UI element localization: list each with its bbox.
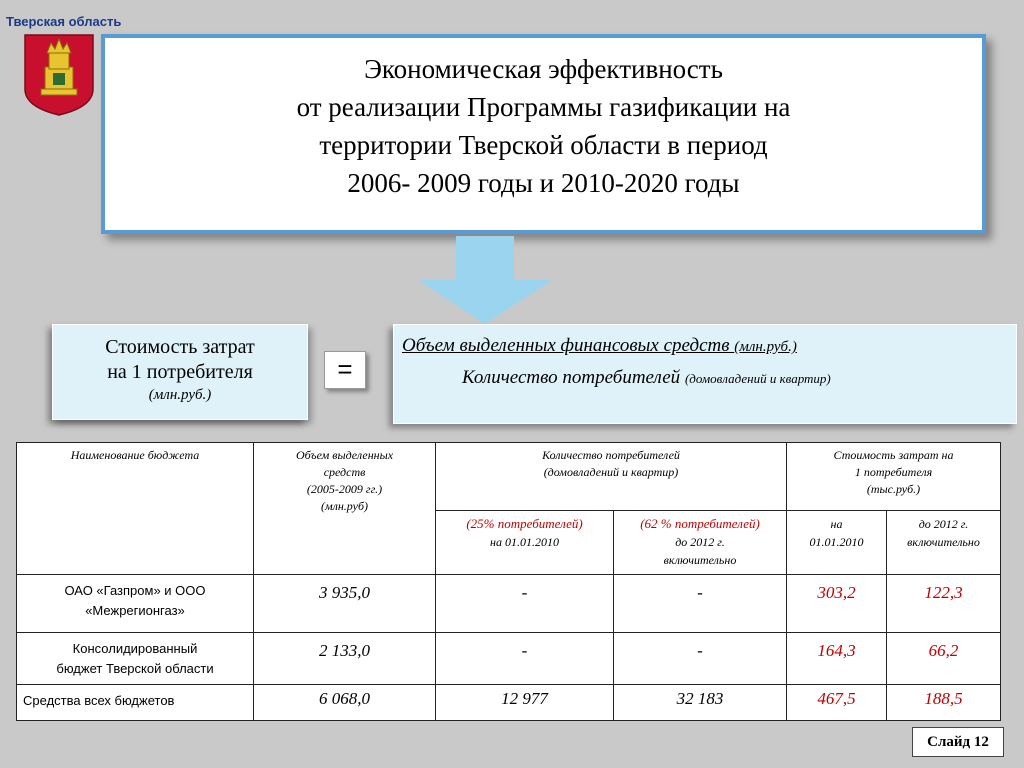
cell-cost-2010: 303,2 <box>787 575 887 633</box>
row-name: Средства всех бюджетов <box>17 685 254 721</box>
cell-allocated: 2 133,0 <box>254 633 436 685</box>
cell-consumers-62: - <box>614 575 787 633</box>
cell-cost-2012: 66,2 <box>887 633 1001 685</box>
subheader-25-percent: (25% потребителей) на 01.01.2010 <box>436 511 614 575</box>
cost-per-consumer-box <box>52 324 308 420</box>
subheader-cost-2012: до 2012 г. включительно <box>887 511 1001 575</box>
equals-sign: = <box>324 351 366 389</box>
header-budget-name: Наименование бюджета <box>17 443 254 575</box>
table-row <box>17 633 1001 685</box>
subheader-cost-2010: на 01.01.2010 <box>787 511 887 575</box>
cell-allocated: 6 068,0 <box>254 685 436 721</box>
header-cost-per-consumer: Стоимость затрат на 1 потребителя (тыс.руб.) <box>787 443 1001 511</box>
denominator-unit: (домовладений и квартир) <box>684 371 831 386</box>
slide-number: Слайд 12 <box>912 727 1004 757</box>
numerator-text: Объем выделенных финансовых средств <box>402 335 730 356</box>
cell-cost-2012: 188,5 <box>887 685 1001 721</box>
cell-cost-2010: 467,5 <box>787 685 887 721</box>
cost-label-line1: Стоимость затрат <box>105 336 255 358</box>
table-row <box>17 685 1001 721</box>
table-row <box>17 575 1001 633</box>
cost-unit: (млн.руб.) <box>148 387 212 403</box>
header-allocated-funds: Объем выделенных средств (2005-2009 гг.) (млн.руб) <box>254 443 436 575</box>
budget-table-wrapper <box>16 442 1000 720</box>
subheader-62-percent: (62 % потребителей) до 2012 г. включительно <box>614 511 787 575</box>
formula-denominator <box>462 367 831 389</box>
cell-consumers-25: - <box>436 575 614 633</box>
cell-consumers-25: - <box>436 633 614 685</box>
cost-label-line2: на 1 потребителя <box>107 361 253 383</box>
slide-title: Экономическая эффективность от реализации Программы газификации на территории Тверской области в период 2006- 2009 годы и 2010-2020 годы <box>296 54 791 198</box>
down-arrow-icon <box>418 236 552 324</box>
numerator-unit: (млн.руб.) <box>734 339 797 355</box>
cell-allocated: 3 935,0 <box>254 575 436 633</box>
header-consumers: Количество потребителей (домовладений и квартир) <box>436 443 787 511</box>
cell-consumers-25: 12 977 <box>436 685 614 721</box>
cell-consumers-62: - <box>614 633 787 685</box>
table-header-row <box>17 443 1001 511</box>
formula-box <box>393 324 1017 424</box>
title-box <box>101 34 986 234</box>
cell-cost-2012: 122,3 <box>887 575 1001 633</box>
cell-cost-2010: 164,3 <box>787 633 887 685</box>
cell-consumers-62: 32 183 <box>614 685 787 721</box>
row-name: Консолидированный бюджет Тверской области <box>17 633 254 685</box>
coat-of-arms-icon <box>23 33 95 117</box>
budget-table <box>16 442 1001 721</box>
formula-numerator <box>402 335 797 357</box>
row-name: ОАО «Газпром» и ООО «Межрегионгаз» <box>17 575 254 633</box>
denominator-text: Количество потребителей <box>462 367 681 388</box>
region-label: Тверская область <box>6 14 122 29</box>
